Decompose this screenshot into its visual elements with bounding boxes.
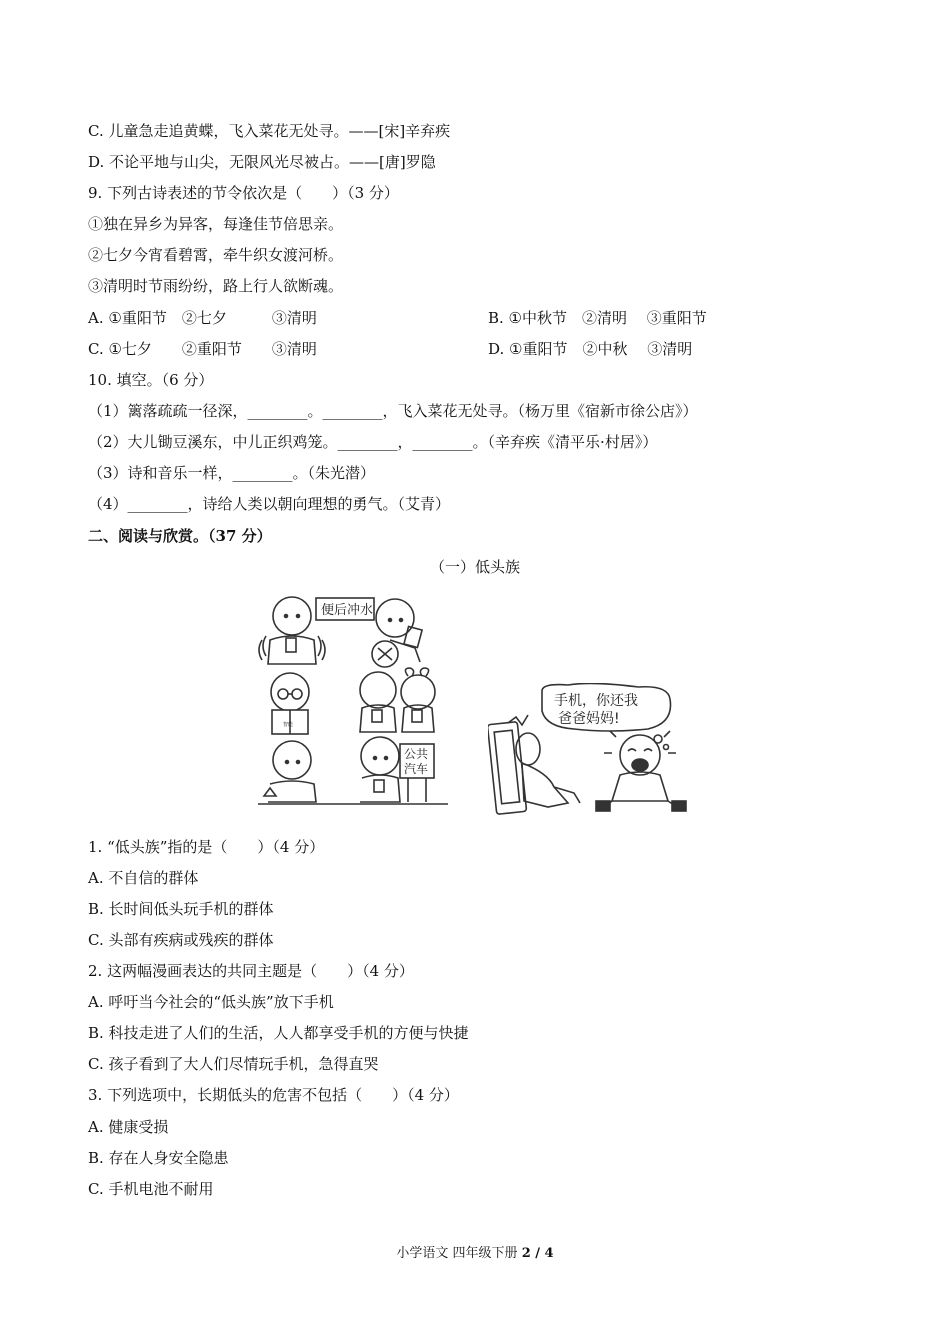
q9-poem-3: ③清明时节雨纷纷，路上行人欲断魂。	[88, 277, 344, 295]
toilet-person	[259, 597, 325, 664]
q10-item-1: （1）篱落疏疏一径深，________。________，飞入菜花无处寻。（杨万里《宿新市徐公店》）	[88, 402, 698, 420]
bus-sign-line-2: 汽车	[404, 762, 429, 776]
q10-item-4: （4）________，诗给人类以朝向理想的勇气。（艾青）	[88, 495, 451, 513]
couple-persons	[360, 668, 435, 732]
q9-option-d: D. ①重阳节 ②中秋 ③清明	[488, 340, 693, 358]
question-9: 9. 下列古诗表述的节令依次是（ ）（3 分）	[88, 184, 399, 202]
speech-line-1: 手机，你还我	[554, 693, 638, 709]
reading-q3-option-a: A. 健康受损	[88, 1118, 169, 1136]
q9-option-c: C. ①七夕 ②重阳节 ③清明	[88, 340, 317, 358]
book-label: 智能	[283, 722, 294, 728]
q9-option-b: B. ①中秋节 ②清明 ③重阳节	[488, 309, 707, 327]
footer-subject: 小学语文 四年级下册	[396, 1246, 522, 1261]
reading-q3-option-c: C. 手机电池不耐用	[88, 1180, 214, 1198]
reading-q2-option-c: C. 孩子看到了大人们尽情玩手机，急得直哭	[88, 1055, 379, 1073]
q9-option-a: A. ①重阳节 ②七夕 ③清明	[88, 309, 317, 327]
question-10: 10. 填空。（6 分）	[88, 371, 214, 389]
passage-title: （一）低头族	[429, 558, 520, 576]
q9-poem-2: ②七夕今宵看碧霄，牵牛织女渡河桥。	[88, 246, 344, 264]
speech-line-2: 爸爸妈妈!	[558, 711, 620, 727]
option-d-prev: D. 不论平地与山尖，无限风光尽被占。——[唐]罗隐	[88, 153, 436, 171]
section-2-heading: 二、阅读与欣赏。（37 分）	[88, 527, 272, 545]
q10-item-2: （2）大儿锄豆溪东，中儿正织鸡笼。________，________。（辛弃疾《清平乐·村居》）	[88, 433, 658, 451]
reading-q2-option-a: A. 呼吁当今社会的“低头族”放下手机	[88, 993, 334, 1011]
page-footer	[0, 1245, 950, 1263]
crying-child	[596, 731, 686, 811]
reading-q3: 3. 下列选项中，长期低头的危害不包括（ ）（4 分）	[88, 1086, 459, 1104]
q9-poem-1: ①独在异乡为异客，每逢佳节倍思亲。	[88, 215, 344, 233]
q10-item-3: （3）诗和音乐一样，________。（朱光潜）	[88, 464, 376, 482]
bus-sign-line-1: 公共	[404, 747, 429, 761]
option-c-prev: C. 儿童急走追黄蝶，飞入菜花无处寻。——[宋]辛弃疾	[88, 122, 451, 140]
footer-page-number: 2 / 4	[521, 1246, 554, 1261]
toilet-sign-text: 便后冲水	[321, 603, 374, 618]
wheelchair-person	[372, 599, 422, 667]
reading-q1-option-a: A. 不自信的群体	[88, 869, 199, 887]
comic-panel-left	[250, 590, 450, 812]
reading-q2: 2. 这两幅漫画表达的共同主题是（ ）（4 分）	[88, 962, 414, 980]
reading-q1-option-c: C. 头部有疾病或残疾的群体	[88, 931, 274, 949]
reading-q1: 1. “低头族”指的是（ ）（4 分）	[88, 838, 325, 856]
reading-q3-option-b: B. 存在人身安全隐患	[88, 1149, 229, 1167]
comic-panel-right	[488, 683, 698, 815]
reading-q1-option-b: B. 长时间低头玩手机的群体	[88, 900, 274, 918]
reading-q2-option-b: B. 科技走进了人们的生活，人人都享受手机的方便与快捷	[88, 1024, 469, 1042]
